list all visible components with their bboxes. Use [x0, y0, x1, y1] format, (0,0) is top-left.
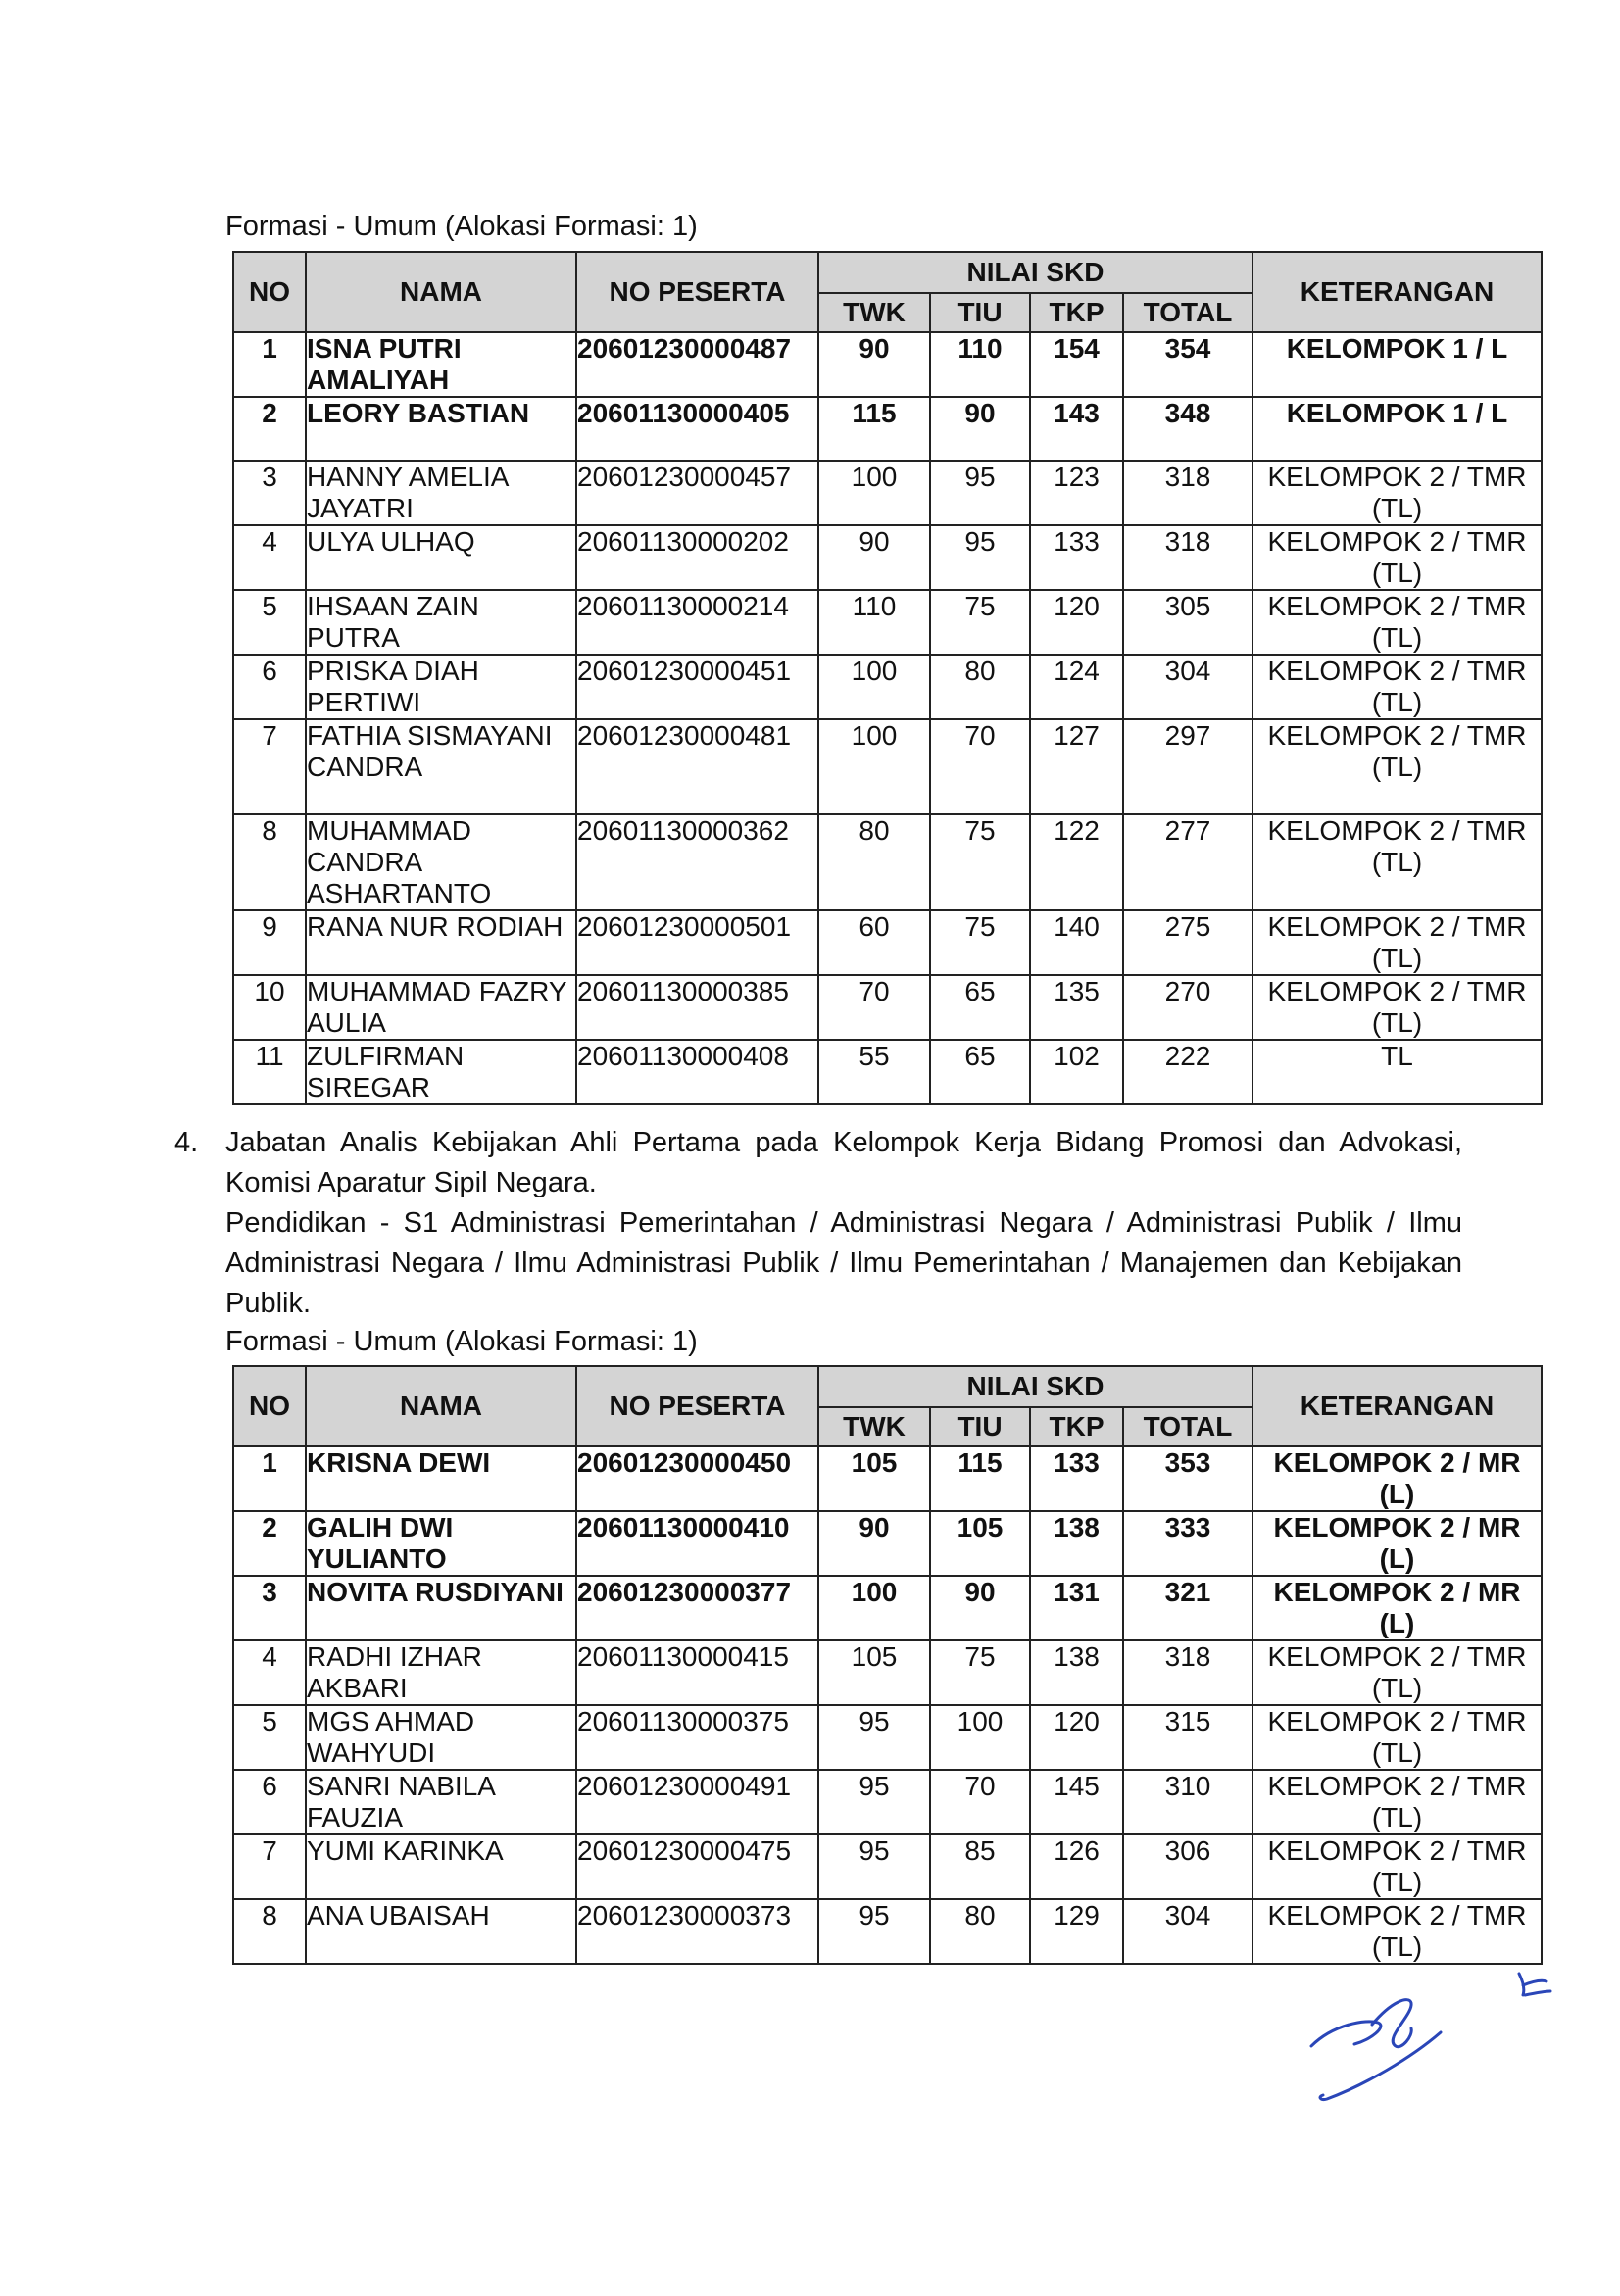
cell-no: 5: [233, 590, 306, 655]
cell-no-peserta: 20601230000487: [576, 332, 818, 397]
table-row: [233, 719, 1542, 814]
cell-no-peserta: 20601130000385: [576, 975, 818, 1040]
cell-tiu: 105: [930, 1511, 1030, 1576]
score-table: [232, 1365, 1543, 1965]
cell-keterangan: KELOMPOK 1 / L: [1252, 397, 1542, 461]
cell-no: 10: [233, 975, 306, 1040]
cell-no-peserta: 20601230000450: [576, 1446, 818, 1511]
cell-no: 3: [233, 461, 306, 525]
cell-tkp: 126: [1030, 1834, 1123, 1899]
header-nama: NAMA: [306, 1366, 576, 1446]
header-total: TOTAL: [1123, 293, 1252, 332]
cell-tkp: 124: [1030, 655, 1123, 719]
jabatan-paragraph: Jabatan Analis Kebijakan Ahli Pertama pada Kelompok Kerja Bidang Promosi dan Advokasi, Komisi Aparatur Sipil Negara.: [225, 1127, 1462, 1198]
cell-nama: ISNA PUTRI AMALIYAH: [306, 332, 576, 397]
cell-no: 2: [233, 1511, 306, 1576]
cell-no-peserta: 20601130000410: [576, 1511, 818, 1576]
table-row: [233, 814, 1542, 910]
cell-keterangan: KELOMPOK 2 / MR (L): [1252, 1511, 1542, 1576]
table-row: [233, 910, 1542, 975]
cell-keterangan: KELOMPOK 2 / TMR (TL): [1252, 719, 1542, 814]
cell-tkp: 154: [1030, 332, 1123, 397]
cell-no: 1: [233, 332, 306, 397]
table-row: [233, 1834, 1542, 1899]
cell-nama: ANA UBAISAH: [306, 1899, 576, 1964]
cell-twk: 95: [818, 1770, 930, 1834]
cell-tiu: 115: [930, 1446, 1030, 1511]
cell-tkp: 102: [1030, 1040, 1123, 1104]
cell-keterangan: KELOMPOK 2 / TMR (TL): [1252, 1770, 1542, 1834]
cell-tiu: 90: [930, 1576, 1030, 1640]
cell-no-peserta: 20601230000457: [576, 461, 818, 525]
formasi-caption: Formasi - Umum (Alokasi Formasi: 1): [225, 1326, 698, 1357]
cell-no: 4: [233, 525, 306, 590]
header-tkp: TKP: [1030, 293, 1123, 332]
cell-nama: FATHIA SISMAYANI CANDRA: [306, 719, 576, 814]
cell-nama: GALIH DWI YULIANTO: [306, 1511, 576, 1576]
cell-twk: 110: [818, 590, 930, 655]
cell-total: 354: [1123, 332, 1252, 397]
cell-keterangan: KELOMPOK 2 / TMR (TL): [1252, 1705, 1542, 1770]
cell-no: 3: [233, 1576, 306, 1640]
cell-tkp: 138: [1030, 1511, 1123, 1576]
cell-tkp: 140: [1030, 910, 1123, 975]
cell-tkp: 143: [1030, 397, 1123, 461]
cell-tkp: 138: [1030, 1640, 1123, 1705]
score-table: [232, 251, 1543, 1105]
cell-twk: 100: [818, 719, 930, 814]
cell-no-peserta: 20601130000214: [576, 590, 818, 655]
cell-tkp: 122: [1030, 814, 1123, 910]
cell-nama: IHSAAN ZAIN PUTRA: [306, 590, 576, 655]
cell-tiu: 75: [930, 814, 1030, 910]
cell-tkp: 120: [1030, 590, 1123, 655]
cell-keterangan: KELOMPOK 2 / TMR (TL): [1252, 655, 1542, 719]
table-body: [233, 332, 1542, 1104]
cell-no: 6: [233, 1770, 306, 1834]
cell-nama: PRISKA DIAH PERTIWI: [306, 655, 576, 719]
cell-no: 5: [233, 1705, 306, 1770]
cell-total: 304: [1123, 655, 1252, 719]
table-row: [233, 975, 1542, 1040]
cell-tiu: 100: [930, 1705, 1030, 1770]
cell-no: 11: [233, 1040, 306, 1104]
cell-no-peserta: 20601130000202: [576, 525, 818, 590]
cell-twk: 60: [818, 910, 930, 975]
cell-tiu: 65: [930, 1040, 1030, 1104]
header-nilai-skd: NILAI SKD: [818, 252, 1252, 293]
cell-no: 2: [233, 397, 306, 461]
cell-no-peserta: 20601230000481: [576, 719, 818, 814]
cell-total: 306: [1123, 1834, 1252, 1899]
cell-keterangan: KELOMPOK 2 / TMR (TL): [1252, 525, 1542, 590]
cell-total: 304: [1123, 1899, 1252, 1964]
cell-no-peserta: 20601230000373: [576, 1899, 818, 1964]
header-nilai-skd: NILAI SKD: [818, 1366, 1252, 1407]
cell-keterangan: KELOMPOK 2 / TMR (TL): [1252, 1834, 1542, 1899]
cell-twk: 95: [818, 1705, 930, 1770]
table-row: [233, 1705, 1542, 1770]
cell-no: 7: [233, 1834, 306, 1899]
cell-total: 353: [1123, 1446, 1252, 1511]
header-no-peserta: NO PESERTA: [576, 252, 818, 332]
cell-total: 318: [1123, 461, 1252, 525]
cell-tiu: 75: [930, 910, 1030, 975]
table-row: [233, 590, 1542, 655]
header-nama: NAMA: [306, 252, 576, 332]
cell-twk: 115: [818, 397, 930, 461]
cell-total: 318: [1123, 525, 1252, 590]
header-total: TOTAL: [1123, 1407, 1252, 1446]
cell-nama: NOVITA RUSDIYANI: [306, 1576, 576, 1640]
cell-tiu: 75: [930, 1640, 1030, 1705]
cell-nama: SANRI NABILA FAUZIA: [306, 1770, 576, 1834]
cell-nama: RADHI IZHAR AKBARI: [306, 1640, 576, 1705]
header-tiu: TIU: [930, 1407, 1030, 1446]
cell-twk: 100: [818, 461, 930, 525]
table-row: [233, 1576, 1542, 1640]
cell-no-peserta: 20601230000491: [576, 1770, 818, 1834]
cell-tkp: 129: [1030, 1899, 1123, 1964]
cell-tiu: 95: [930, 525, 1030, 590]
cell-tkp: 135: [1030, 975, 1123, 1040]
cell-twk: 105: [818, 1446, 930, 1511]
table-row: [233, 1770, 1542, 1834]
cell-twk: 90: [818, 332, 930, 397]
pendidikan-paragraph: Pendidikan - S1 Administrasi Pemerintahan / Administrasi Negara / Administrasi Publik / Ilmu Administrasi Negara / Ilmu Administrasi Publik / Ilmu Pemerintahan / Manajemen dan Kebijakan Publik.: [225, 1207, 1462, 1319]
cell-twk: 80: [818, 814, 930, 910]
table-row: [233, 461, 1542, 525]
cell-no-peserta: 20601130000375: [576, 1705, 818, 1770]
cell-total: 321: [1123, 1576, 1252, 1640]
cell-tiu: 85: [930, 1834, 1030, 1899]
cell-total: 275: [1123, 910, 1252, 975]
header-no-peserta: NO PESERTA: [576, 1366, 818, 1446]
cell-no-peserta: 20601130000415: [576, 1640, 818, 1705]
cell-twk: 95: [818, 1899, 930, 1964]
cell-nama: ZULFIRMAN SIREGAR: [306, 1040, 576, 1104]
header-no: NO: [233, 252, 306, 332]
table-row: [233, 525, 1542, 590]
cell-no-peserta: 20601230000451: [576, 655, 818, 719]
cell-no: 1: [233, 1446, 306, 1511]
cell-twk: 90: [818, 1511, 930, 1576]
cell-keterangan: KELOMPOK 2 / TMR (TL): [1252, 1899, 1542, 1964]
cell-twk: 95: [818, 1834, 930, 1899]
cell-nama: KRISNA DEWI: [306, 1446, 576, 1511]
header-keterangan: KETERANGAN: [1252, 252, 1542, 332]
table-row: [233, 655, 1542, 719]
cell-nama: MGS AHMAD WAHYUDI: [306, 1705, 576, 1770]
cell-tiu: 110: [930, 332, 1030, 397]
cell-total: 270: [1123, 975, 1252, 1040]
cell-tkp: 133: [1030, 1446, 1123, 1511]
table-row: [233, 1640, 1542, 1705]
cell-total: 310: [1123, 1770, 1252, 1834]
cell-twk: 70: [818, 975, 930, 1040]
cell-no: 9: [233, 910, 306, 975]
cell-twk: 90: [818, 525, 930, 590]
cell-no: 4: [233, 1640, 306, 1705]
cell-total: 348: [1123, 397, 1252, 461]
cell-tiu: 90: [930, 397, 1030, 461]
cell-keterangan: KELOMPOK 2 / TMR (TL): [1252, 1640, 1542, 1705]
list-number: 4.: [174, 1127, 199, 1158]
formasi-caption: Formasi - Umum (Alokasi Formasi: 1): [225, 211, 698, 242]
table-row: [233, 397, 1542, 461]
header-twk: TWK: [818, 1407, 930, 1446]
cell-no-peserta: 20601130000405: [576, 397, 818, 461]
table-body: [233, 1446, 1542, 1964]
cell-tiu: 80: [930, 655, 1030, 719]
cell-nama: YUMI KARINKA: [306, 1834, 576, 1899]
cell-keterangan: KELOMPOK 2 / TMR (TL): [1252, 590, 1542, 655]
cell-nama: ULYA ULHAQ: [306, 525, 576, 590]
cell-total: 333: [1123, 1511, 1252, 1576]
cell-nama: HANNY AMELIA JAYATRI: [306, 461, 576, 525]
handwritten-signature: [1294, 1960, 1588, 2117]
cell-no-peserta: 20601130000362: [576, 814, 818, 910]
cell-keterangan: KELOMPOK 2 / TMR (TL): [1252, 461, 1542, 525]
cell-tiu: 75: [930, 590, 1030, 655]
cell-keterangan: KELOMPOK 2 / TMR (TL): [1252, 910, 1542, 975]
cell-twk: 55: [818, 1040, 930, 1104]
cell-tkp: 120: [1030, 1705, 1123, 1770]
cell-total: 297: [1123, 719, 1252, 814]
cell-keterangan: KELOMPOK 2 / MR (L): [1252, 1576, 1542, 1640]
cell-twk: 105: [818, 1640, 930, 1705]
cell-total: 318: [1123, 1640, 1252, 1705]
cell-total: 315: [1123, 1705, 1252, 1770]
cell-tkp: 127: [1030, 719, 1123, 814]
cell-tkp: 123: [1030, 461, 1123, 525]
cell-nama: LEORY BASTIAN: [306, 397, 576, 461]
cell-twk: 100: [818, 655, 930, 719]
cell-tiu: 95: [930, 461, 1030, 525]
table-row: [233, 1040, 1542, 1104]
cell-nama: MUHAMMAD CANDRA ASHARTANTO: [306, 814, 576, 910]
cell-keterangan: KELOMPOK 2 / MR (L): [1252, 1446, 1542, 1511]
cell-tiu: 80: [930, 1899, 1030, 1964]
cell-nama: MUHAMMAD FAZRY AULIA: [306, 975, 576, 1040]
cell-twk: 100: [818, 1576, 930, 1640]
cell-no: 8: [233, 814, 306, 910]
cell-keterangan: KELOMPOK 1 / L: [1252, 332, 1542, 397]
table-row: [233, 1511, 1542, 1576]
table-row: [233, 332, 1542, 397]
table-row: [233, 1899, 1542, 1964]
cell-keterangan: KELOMPOK 2 / TMR (TL): [1252, 975, 1542, 1040]
cell-tiu: 70: [930, 719, 1030, 814]
header-twk: TWK: [818, 293, 930, 332]
cell-tkp: 133: [1030, 525, 1123, 590]
cell-no-peserta: 20601230000475: [576, 1834, 818, 1899]
cell-total: 222: [1123, 1040, 1252, 1104]
cell-no-peserta: 20601230000377: [576, 1576, 818, 1640]
cell-nama: RANA NUR RODIAH: [306, 910, 576, 975]
cell-no-peserta: 20601230000501: [576, 910, 818, 975]
cell-tiu: 70: [930, 1770, 1030, 1834]
header-no: NO: [233, 1366, 306, 1446]
cell-no: 8: [233, 1899, 306, 1964]
cell-keterangan: TL: [1252, 1040, 1542, 1104]
header-tiu: TIU: [930, 293, 1030, 332]
header-tkp: TKP: [1030, 1407, 1123, 1446]
cell-no-peserta: 20601130000408: [576, 1040, 818, 1104]
cell-tkp: 131: [1030, 1576, 1123, 1640]
header-keterangan: KETERANGAN: [1252, 1366, 1542, 1446]
cell-keterangan: KELOMPOK 2 / TMR (TL): [1252, 814, 1542, 910]
cell-total: 305: [1123, 590, 1252, 655]
cell-total: 277: [1123, 814, 1252, 910]
table-row: [233, 1446, 1542, 1511]
cell-no: 6: [233, 655, 306, 719]
cell-tiu: 65: [930, 975, 1030, 1040]
cell-tkp: 145: [1030, 1770, 1123, 1834]
cell-no: 7: [233, 719, 306, 814]
